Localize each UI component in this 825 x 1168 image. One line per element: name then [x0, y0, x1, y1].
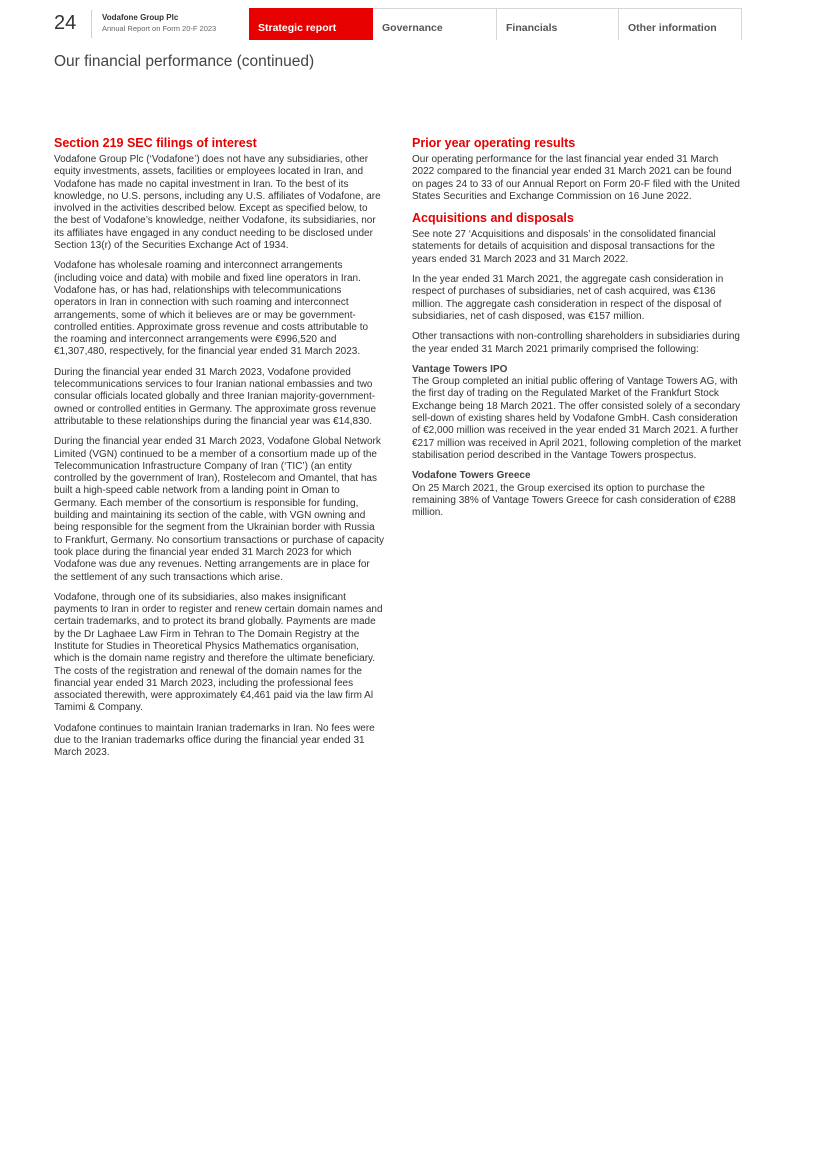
paragraph: Vodafone continues to maintain Iranian trademarks in Iran. No fees were due to the Iranian trademarks office during the financial year ended 31 March 2023.: [54, 722, 375, 759]
paragraph: On 25 March 2021, the Group exercised its option to purchase the remaining 38% of Vantage Towers Greece for cash consideration of €288 million.: [412, 482, 736, 519]
paragraph: During the financial year ended 31 March 2023, Vodafone provided telecommunications services to four Iranian national embassies and two consular officials located globally and three Iranian majority-government-owned or controlled entities in Germany. The approximate gross revenue attributable to these relationships during the financial year was €14,830.: [54, 366, 377, 427]
report-subtitle: Annual Report on Form 20-F 2023: [102, 24, 217, 33]
section-tabs: [249, 8, 742, 40]
paragraph: Vodafone has wholesale roaming and interconnect arrangements (including voice and data) with mobile and fixed line operators in Iran. Vodafone has, or has had, relationships with telecommunications operators in Iran in connection with such roaming and interconnect arrangements, some of which it believes are or may be government-controlled entities. Approximate gross revenue and costs attributable to the roaming and interconnect arrangements were €996,520 and €1,307,480, respectively, for the financial year ended 31 March 2023.: [54, 260, 369, 358]
section-219-heading: Section 219 SEC filings of interest: [54, 136, 257, 150]
left-column: [54, 136, 384, 768]
tab-governance[interactable]: Governance: [373, 8, 497, 40]
tab-strategic-report[interactable]: Strategic report: [249, 8, 373, 40]
page-title: Our financial performance (continued): [54, 53, 315, 70]
acquisitions-heading: Acquisitions and disposals: [412, 211, 574, 226]
paragraph: Vodafone, through one of its subsidiaries, also makes insignificant payments to Iran in order to register and renew certain domain names and certain trademarks, and to protect its brand globally. Payments are made by the Dr Laghaee Law Firm in Tehran to The Domain Registry at the Institute for Studies in Theoretical Physics Mathematics organisation, which is the domain name registry and therefore the ultimate beneficiary. The costs of the registration and renewal of the domain names for the financial year ended 31 March 2023, including the professional fees associated therewith, were approximately €4,461 paid via the law firm Al Tamimi & Company.: [54, 591, 383, 714]
paragraph: In the year ended 31 March 2021, the aggregate cash consideration in respect of purchases of subsidiaries, net of cash acquired, was €136 million. The aggregate cash consideration in respect of the disposal of subsidiaries, net of cash disposed, was €157 million.: [412, 274, 724, 322]
paragraph: During the financial year ended 31 March 2023, Vodafone Global Network Limited (VGN) continued to be a member of a consortium made up of the Telecommunication Infrastructure Company of Iran (‘TIC’) (an entity controlled by the government of Iran), Rostelecom and Omantel, that has built a high-speed cable network from a landing point in Oman to Germany. Each member of the consortium is responsible for funding, building and maintaining its section of the cable, with VGN owning and being responsible for the segment from the Ukrainian border with Russia to Frankfurt, Germany. No consortium transactions or purchase of capacity took place during the financial year ended 31 March 2023 for which Vodafone was due any revenues. Netting arrangements are in place for the settlement of any such transactions which arise.: [54, 436, 384, 583]
prior-year-heading: Prior year operating results: [412, 136, 576, 150]
paragraph: Our operating performance for the last financial year ended 31 March 2022 compared to the financial year ended 31 March 2021 can be found on pages 24 to 33 of our Annual Report on Form 20-F filed with the United States Securities and Exchange Commission on 16 June 2022.: [412, 154, 740, 202]
paragraph: Other transactions with non-controlling shareholders in subsidiaries during the year ended 31 March 2021 primarily comprised the following:: [412, 331, 740, 355]
vantage-towers-ipo-heading: Vantage Towers IPO: [412, 363, 508, 375]
tab-financials[interactable]: Financials: [497, 8, 619, 40]
paragraph: See note 27 ‘Acquisitions and disposals’ in the consolidated financial statements for details of acquisition and disposal transactions for the years ended 31 March 2023 and 31 March 2022.: [412, 229, 716, 265]
header-divider: [91, 10, 92, 38]
paragraph: Vodafone Group Plc (‘Vodafone’) does not have any subsidiaries, other equity investments, assets, facilities or employees located in Iran, and Vodafone has made no capital investment in Iran. To the best of its knowledge, no U.S. persons, including any U.S. affiliates of Vodafone, are involved in the activities described below. Except as specified below, to the best of Vodafone’s knowledge, neither Vodafone, its subsidiaries, nor its affiliates have engaged in any conduct needing to be disclosed under Section 13(r) of the Securities Exchange Act of 1934.: [54, 154, 381, 252]
company-name: Vodafone Group Plc: [102, 13, 179, 22]
right-column: [412, 136, 742, 527]
vodafone-towers-greece-heading: Vodafone Towers Greece: [412, 470, 531, 482]
paragraph: The Group completed an initial public offering of Vantage Towers AG, with the first day of trading on the Regulated Market of the Frankfurt Stock Exchange being 18 March 2021. The offer consisted solely of a secondary sell-down of existing shares held by Vodafone GmbH. Cash consideration of €2,000 million was received in the year ended 31 March 2021. A further €217 million was received in April 2021, following completion of the market stabilisation period described in the Vantage Towers prospectus.: [412, 376, 742, 461]
page-number: 24: [54, 12, 77, 34]
tab-other-information[interactable]: Other information: [619, 8, 742, 40]
